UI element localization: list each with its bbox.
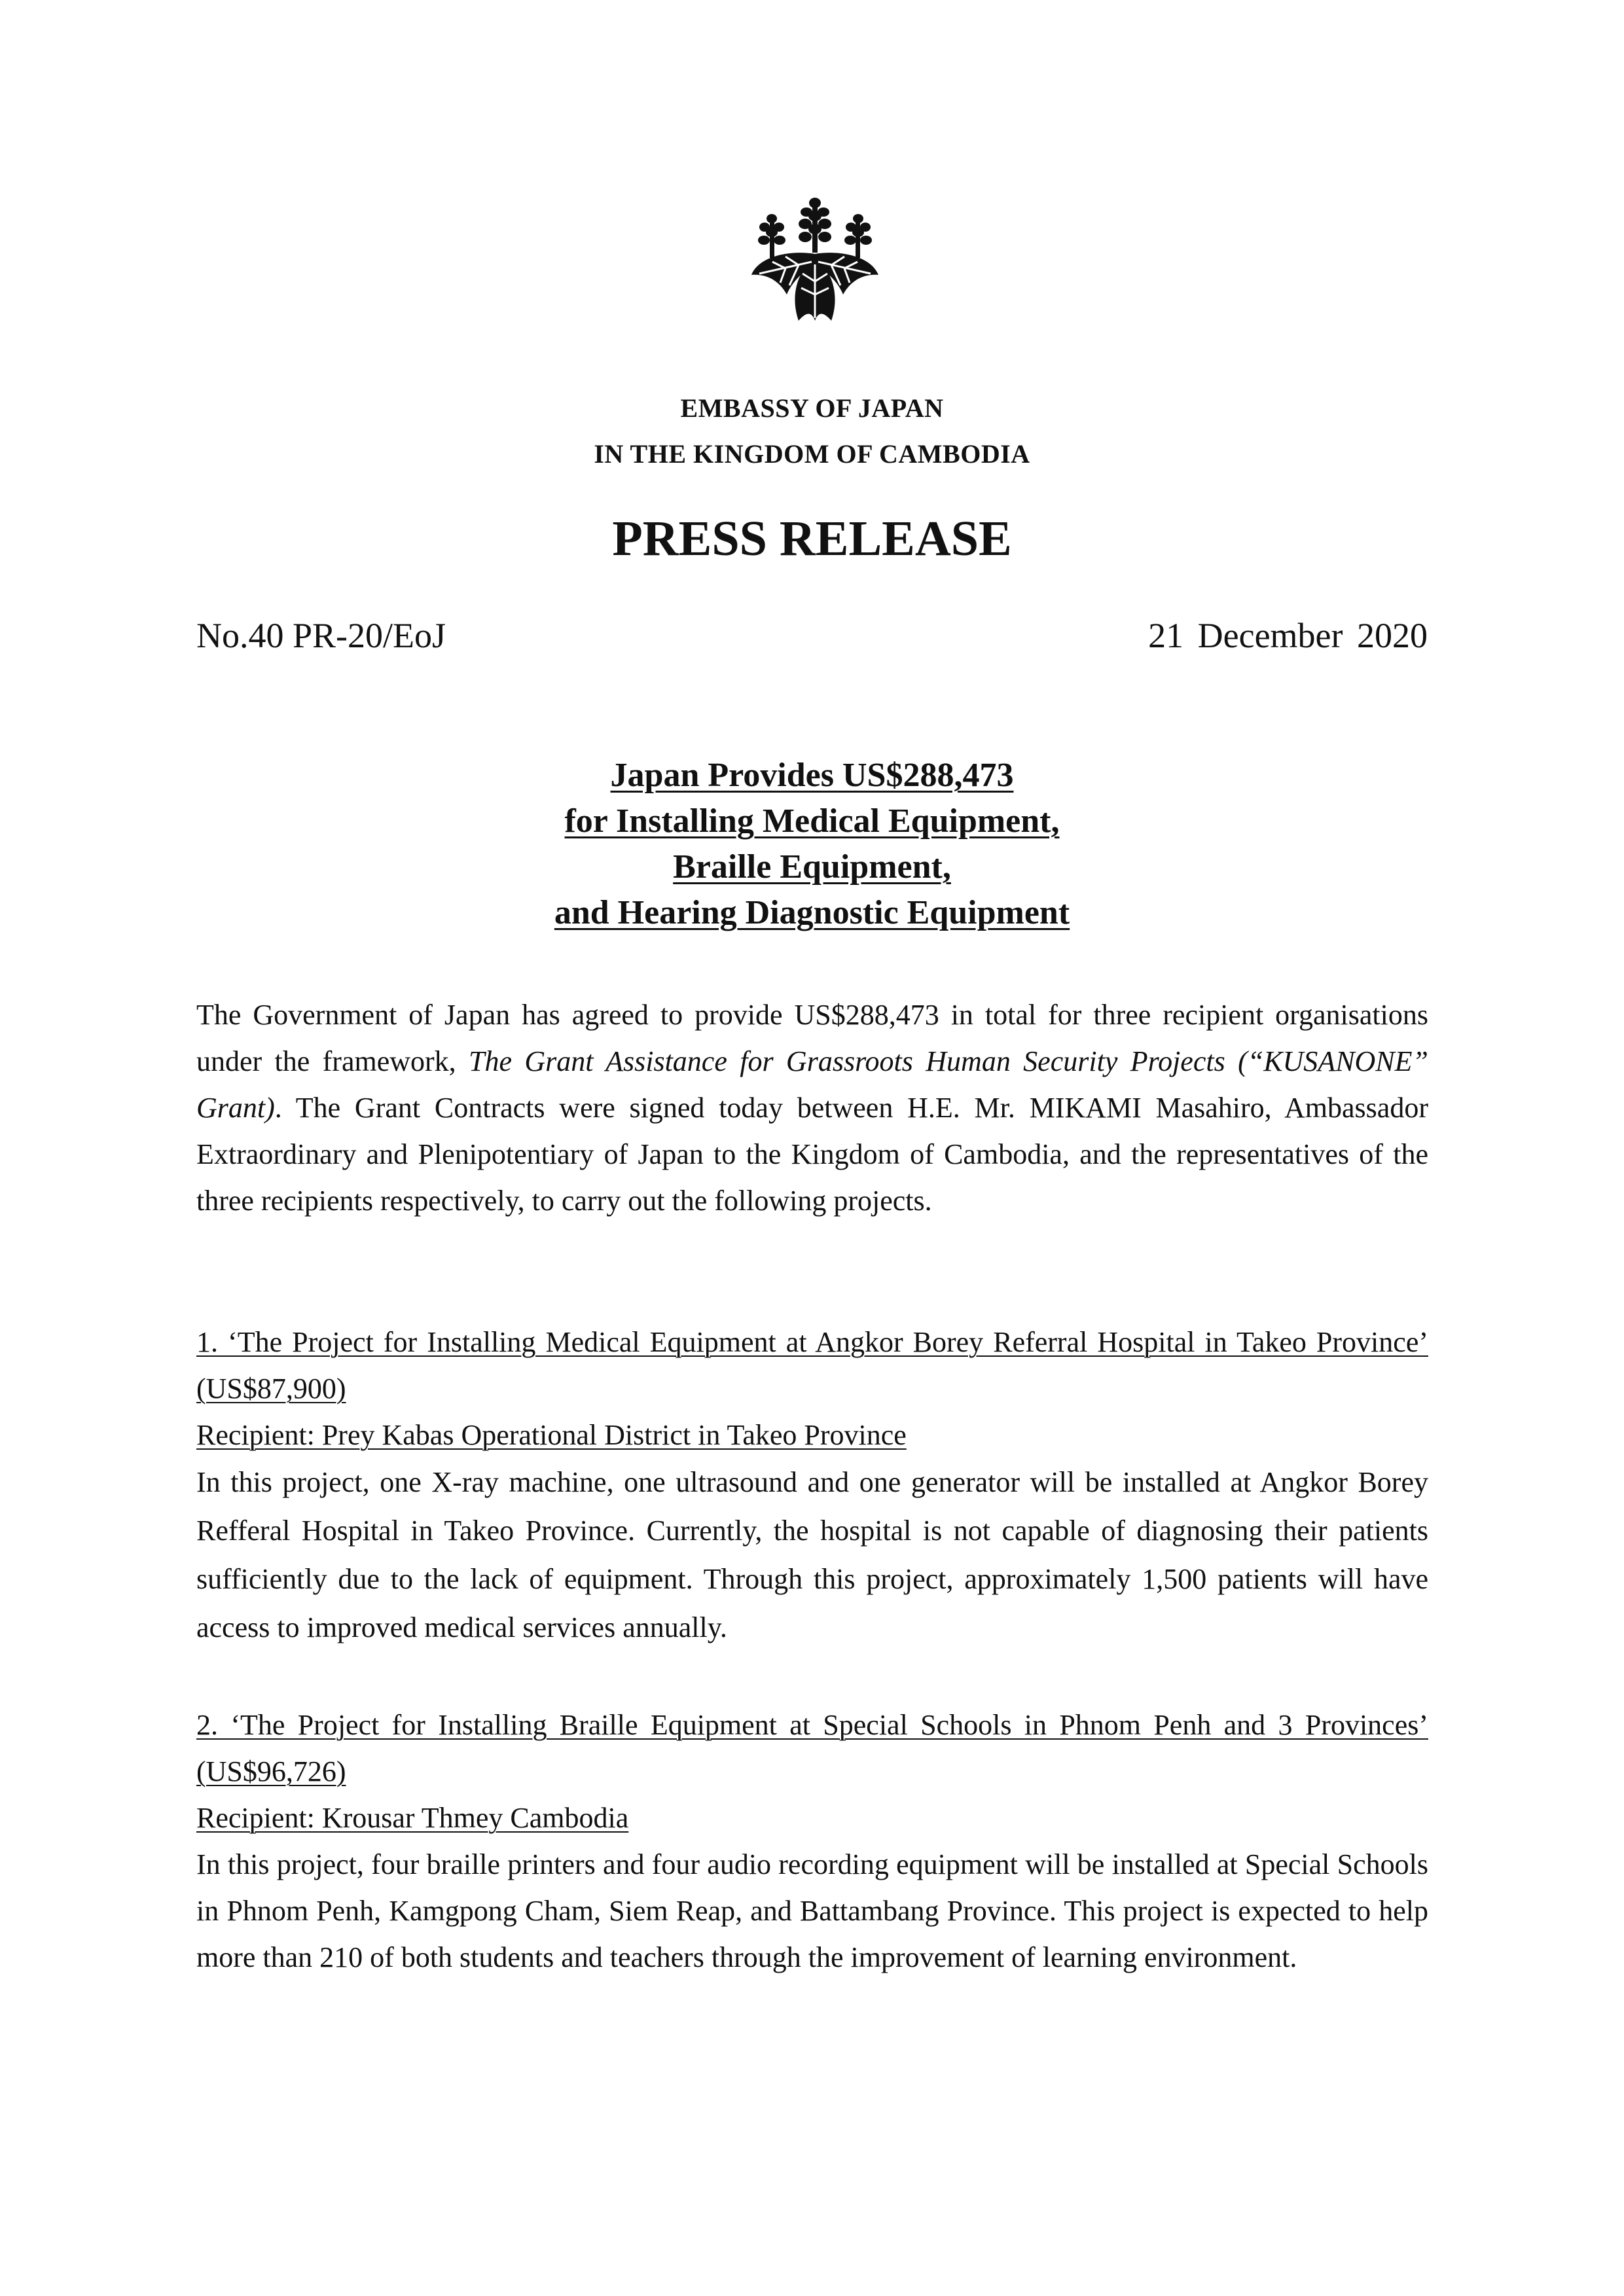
- headline-line-4: and Hearing Diagnostic Equipment: [554, 894, 1070, 931]
- intro-paragraph: [196, 992, 1428, 1224]
- intro-text-before: The Government of Japan has agreed to provide US$288,473 in total for three recipient organisations under the framework,: [196, 999, 1428, 1077]
- press-release-title: PRESS RELEASE: [612, 511, 1012, 566]
- intro-text-after: . The Grant Contracts were signed today between H.E. Mr. MIKAMI Masahiro, Ambassador Extraordinary and Plenipotentiary of Japan to the Kingdom of Cambodia, and the representatives of the three recipients respectively, to carry out the following projects.: [196, 1092, 1428, 1217]
- release-date: 21 December 2020: [1148, 616, 1428, 655]
- project-title: 2. ‘The Project for Installing Braille Equipment at Special Schools in Phnom Penh and 3 Provinces’ (US$96,726): [196, 1709, 1428, 1787]
- project-title: 1. ‘The Project for Installing Medical Equipment at Angkor Borey Referral Hospital in Takeo Province’ (US$87,900): [196, 1326, 1428, 1405]
- embassy-location: IN THE KINGDOM OF CAMBODIA: [594, 439, 1030, 469]
- framework-name: The Grant Assistance for Grassroots Human Security Projects (“KUSANONE” Grant): [196, 1045, 1429, 1124]
- headline-line-2: for Installing Medical Equipment,: [564, 802, 1060, 840]
- embassy-name: EMBASSY OF JAPAN: [680, 393, 944, 423]
- project-description: In this project, one X-ray machine, one ultrasound and one generator will be installed at Angkor Borey Refferal Hospital in Takeo Province. Currently, the hospital is not capable of diagnosing their patients sufficiently due to the lack of equipment. Through this project, approximately 1,500 patients will have access to improved medical services annually.: [196, 1466, 1428, 1643]
- headline: [0, 753, 1624, 936]
- headline-line-1: Japan Provides US$288,473: [610, 757, 1014, 794]
- project-description: In this project, four braille printers and four audio recording equipment will be installed at Special Schools in Phnom Penh, Kamgpong Cham, Siem Reap, and Battambang Province. This project is expected to help more than 210 of both students and teachers through the improvement of learning environment.: [196, 1848, 1428, 1973]
- headline-line-3: Braille Equipment,: [673, 848, 951, 886]
- reference-number: No.40 PR-20/EoJ: [196, 616, 446, 655]
- project-section-2: [196, 1702, 1428, 1981]
- project-section-1: [196, 1319, 1428, 1652]
- paulownia-crest-icon: [746, 196, 884, 324]
- project-recipient: Recipient: Prey Kabas Operational District in Takeo Province: [196, 1419, 907, 1451]
- project-recipient: Recipient: Krousar Thmey Cambodia: [196, 1802, 629, 1834]
